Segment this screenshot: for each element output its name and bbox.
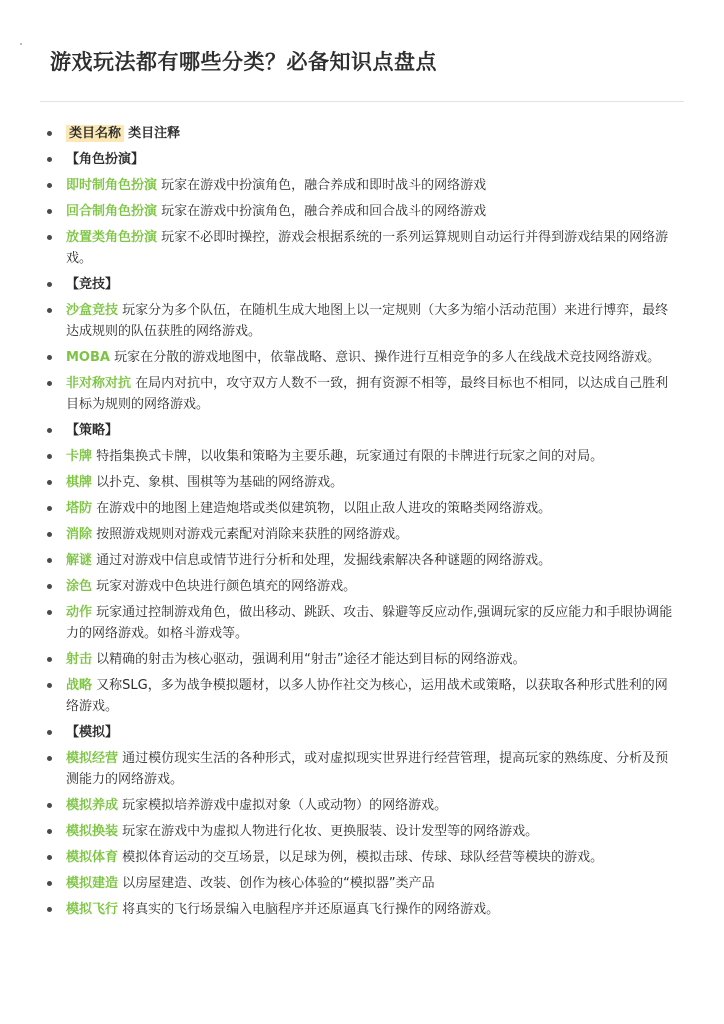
category-term: 战略 (66, 678, 93, 693)
category-description: 又称SLG，多为战争模拟题材，以多人协作社交为核心，运用战术或策略，以获取各种形式胜利的网络游戏。 (66, 678, 668, 714)
category-term: 非对称对抗 (66, 376, 132, 391)
list-item (40, 576, 680, 597)
category-term: 模拟换装 (66, 824, 119, 839)
category-description: 在局内对抗中，攻守双方人数不一致，拥有资源不相等，最终目标也不相同，以达成自己胜利目标为规则的网络游戏。 (66, 376, 669, 412)
category-description: 通过模仿现实生活的各种形式，或对虚拟现实世界进行经营管理，提高玩家的熟练度、分析及预测能力的网络游戏。 (66, 751, 669, 787)
section-label: 【角色扮演】 (66, 152, 145, 167)
list-item (40, 498, 680, 519)
category-description: 以精确的射击为核心驱动，强调利用“射击”途径才能达到目标的网络游戏。 (96, 652, 526, 667)
section-label: 【模拟】 (66, 725, 119, 740)
category-description: 以扑克、象棋、围棋等为基础的网络游戏。 (96, 475, 344, 490)
list-item (40, 795, 680, 816)
category-description: 玩家不必即时操控，游戏会根据系统的一系列运算规则自动运行并得到游戏结果的网络游戏。 (66, 230, 669, 266)
category-description: 以房屋建造、改装、创作为核心体验的“模拟器”类产品 (122, 876, 435, 891)
category-description: 特指集换式卡牌，以收集和策略为主要乐趣，玩家通过有限的卡牌进行玩家之间的对局。 (96, 449, 604, 464)
list-item (40, 675, 680, 717)
section-heading (40, 274, 680, 295)
category-description: 按照游戏规则对游戏元素配对消除来获胜的网络游戏。 (96, 527, 409, 542)
title-divider (40, 101, 684, 102)
category-term: 射击 (66, 652, 93, 667)
category-term: 解谜 (66, 553, 93, 568)
category-term: 涂色 (66, 579, 93, 594)
section-heading (40, 420, 680, 441)
corner-mark (20, 43, 22, 45)
category-term: 消除 (66, 527, 93, 542)
category-term: 模拟养成 (66, 798, 119, 813)
category-term: 模拟体育 (66, 850, 119, 865)
list-item (40, 748, 680, 790)
category-term: 模拟建造 (66, 876, 119, 891)
section-heading (40, 149, 680, 170)
category-term: 即时制角色扮演 (66, 178, 158, 193)
list-item (40, 175, 680, 196)
list-item (40, 347, 680, 368)
list-item (40, 847, 680, 868)
list-item (40, 649, 680, 670)
category-term: 沙盒竞技 (66, 303, 119, 318)
category-term: 卡牌 (66, 449, 93, 464)
header-note: 类目注释 (128, 126, 181, 141)
category-term: 塔防 (66, 501, 93, 516)
list-item (40, 227, 680, 269)
section-label: 【策略】 (66, 423, 119, 438)
list-item (40, 602, 680, 644)
category-term: 模拟经营 (66, 751, 119, 766)
category-description: 玩家对游戏中色块进行颜色填充的网络游戏。 (96, 579, 357, 594)
section-label: 【竞技】 (66, 277, 119, 292)
category-description: 通过对游戏中信息或情节进行分析和处理，发掘线索解决各种谜题的网络游戏。 (96, 553, 552, 568)
list-item (40, 524, 680, 545)
category-description: 玩家模拟培养游戏中虚拟对象（人或动物）的网络游戏。 (122, 798, 448, 813)
category-description: 在游戏中的地图上建造炮塔或类似建筑物，以阻止敌人进攻的策略类网络游戏。 (96, 501, 552, 516)
list-item (40, 873, 680, 894)
list-item (40, 201, 680, 222)
category-term: 动作 (66, 605, 93, 620)
category-description: 玩家分为多个队伍，在随机生成大地图上以一定规则（大多为缩小活动范围）来进行博弈，最终达成规则的队伍获胜的网络游戏。 (66, 303, 669, 339)
section-heading (40, 722, 680, 743)
category-term: 棋牌 (66, 475, 93, 490)
category-description: 玩家通过控制游戏角色，做出移动、跳跃、攻击、躲避等反应动作,强调玩家的反应能力和手眼协调能力的网络游戏。如格斗游戏等。 (66, 605, 673, 641)
list-item (40, 550, 680, 571)
category-description: 模拟体育运动的交互场景，以足球为例，模拟击球、传球、球队经营等模块的游戏。 (122, 850, 604, 865)
category-term: MOBA (66, 350, 110, 365)
category-term: 回合制角色扮演 (66, 204, 158, 219)
list-header (40, 123, 680, 144)
list-item (40, 446, 680, 467)
category-description: 玩家在游戏中扮演角色，融合养成和回合战斗的网络游戏 (161, 204, 487, 219)
list-item (40, 373, 680, 415)
list-item (40, 821, 680, 842)
header-term: 类目名称 (66, 125, 124, 142)
list-item (40, 472, 680, 493)
list-item (40, 300, 680, 342)
category-description: 将真实的飞行场景编入电脑程序并还原逼真飞行操作的网络游戏。 (122, 902, 500, 917)
list-item (40, 899, 680, 920)
category-description: 玩家在游戏中为虚拟人物进行化妆、更换服装、设计发型等的网络游戏。 (122, 824, 539, 839)
page-title: 游戏玩法都有哪些分类？必备知识点盘点 (50, 50, 437, 74)
category-term: 模拟飞行 (66, 902, 119, 917)
category-description: 玩家在游戏中扮演角色，融合养成和即时战斗的网络游戏 (161, 178, 487, 193)
category-term: 放置类角色扮演 (66, 230, 158, 245)
category-description: 玩家在分散的游戏地图中，依靠战略、意识、操作进行互相竞争的多人在线战术竞技网络游戏。 (114, 350, 661, 365)
category-list (40, 123, 680, 925)
